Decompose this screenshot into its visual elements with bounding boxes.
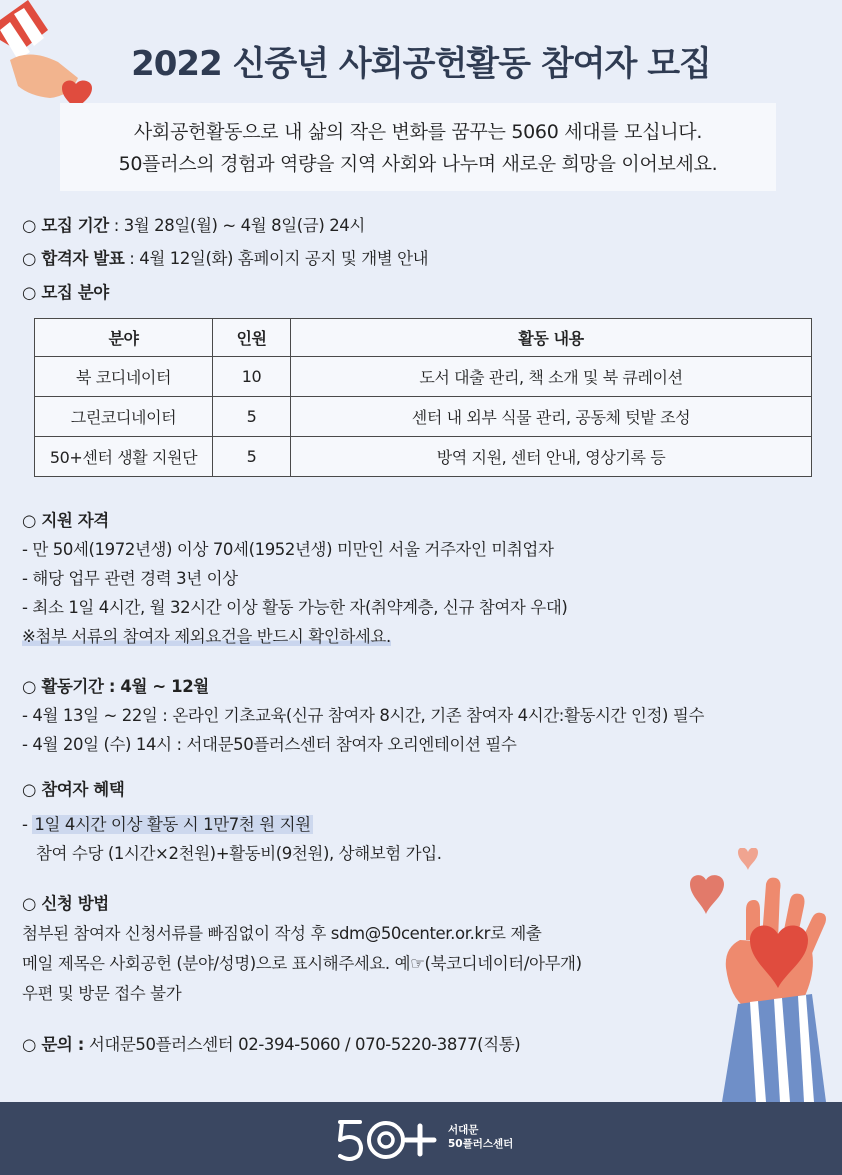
qualification-item: - 최소 1일 4시간, 월 32시간 이상 활동 가능한 자(취약계층, 신규 참여자 우대) [22, 598, 568, 617]
recruit-period-value: : 3월 28일(월) ~ 4월 8일(금) 24시 [108, 216, 365, 235]
table-header-row [35, 319, 812, 357]
activity-item: - 4월 20일 (수) 14시 : 서대문50플러스센터 참여자 오리엔테이션 필수 [22, 735, 517, 754]
fields-heading: ○ 모집 분야 [22, 283, 109, 302]
table-header: 인원 [213, 319, 291, 357]
contact-value: 서대문50플러스센터 02-394-5060 / 070-5220-3877(직통) [83, 1035, 521, 1054]
apply-item: 첨부된 참여자 신청서류를 빠짐없이 작성 후 sdm@50center.or.kr로 제출 [22, 924, 542, 943]
table-cell: 센터 내 외부 식물 관리, 공동체 텃밭 조성 [291, 397, 812, 437]
contact-label: ○ 문의 : [22, 1035, 84, 1054]
activity-item: - 4월 13일 ~ 22일 : 온라인 기초교육(신규 참여자 8시간, 기존 참여자 4시간:활동시간 인정) 필수 [22, 706, 704, 725]
benefit-heading: ○ 참여자 혜택 [22, 780, 125, 799]
activity-heading: ○ 활동기간 : 4월 ~ 12월 [22, 677, 209, 696]
intro-line-1: 사회공헌활동으로 내 삶의 작은 변화를 꿈꾸는 5060 세대를 모십니다. [133, 121, 703, 143]
announce-value: : 4월 12일(화) 홈페이지 공지 및 개별 안내 [124, 249, 429, 268]
page-title: 2022 신중년 사회공헌활동 참여자 모집 [131, 44, 711, 84]
table-cell: 10 [213, 357, 291, 397]
table-cell: 5 [213, 397, 291, 437]
table-row [35, 397, 812, 437]
table-cell: 도서 대출 관리, 책 소개 및 북 큐레이션 [291, 357, 812, 397]
qualification-heading: ○ 지원 자격 [22, 511, 109, 530]
table-header: 분야 [35, 319, 213, 357]
table-cell: 그린코디네이터 [35, 397, 213, 437]
benefit-detail: 참여 수당 (1시간×2천원)+활동비(9천원), 상해보험 가입. [36, 844, 442, 863]
table-cell: 5 [213, 437, 291, 477]
apply-heading: ○ 신청 방법 [22, 894, 109, 913]
benefit-item: - 1일 4시간 이상 활동 시 1만7천 원 지원 [22, 815, 311, 834]
benefit-highlight: 1일 4시간 이상 활동 시 1만7천 원 지원 [34, 815, 311, 834]
announce [22, 247, 428, 271]
hand-hearts-icon [686, 848, 842, 1102]
announce-label: ○ 합격자 발표 [22, 249, 125, 268]
recruit-period [22, 214, 365, 238]
recruit-period-label: ○ 모집 기간 [22, 216, 109, 235]
table-cell: 북 코디네이터 [35, 357, 213, 397]
intro-box [60, 103, 776, 191]
table-row [35, 357, 812, 397]
table-row [35, 437, 812, 477]
qualification-item: - 만 50세(1972년생) 이상 70세(1952년생) 미만인 서울 거주자인 미취업자 [22, 540, 554, 559]
apply-item: 우편 및 방문 접수 불가 [22, 984, 182, 1003]
fields-table [34, 318, 812, 477]
qualification-item: - 해당 업무 관련 경력 3년 이상 [22, 569, 238, 588]
table-cell: 50+센터 생활 지원단 [35, 437, 213, 477]
qualification-note: ※첨부 서류의 참여자 제외요건을 반드시 확인하세요. [22, 627, 391, 646]
apply-item: 메일 제목은 사회공헌 (분야/성명)으로 표시해주세요. 예☞(북코디네이터/아무개) [22, 954, 582, 973]
footer [0, 1102, 842, 1175]
logo-subtitle: 서대문 50플러스센터 [448, 1124, 514, 1150]
intro-line-2: 50플러스의 경험과 역량을 지역 사회와 나누며 새로운 희망을 이어보세요. [118, 153, 718, 175]
contact [22, 1033, 520, 1057]
table-header: 활동 내용 [291, 319, 812, 357]
table-cell: 방역 지원, 센터 안내, 영상기록 등 [291, 437, 812, 477]
